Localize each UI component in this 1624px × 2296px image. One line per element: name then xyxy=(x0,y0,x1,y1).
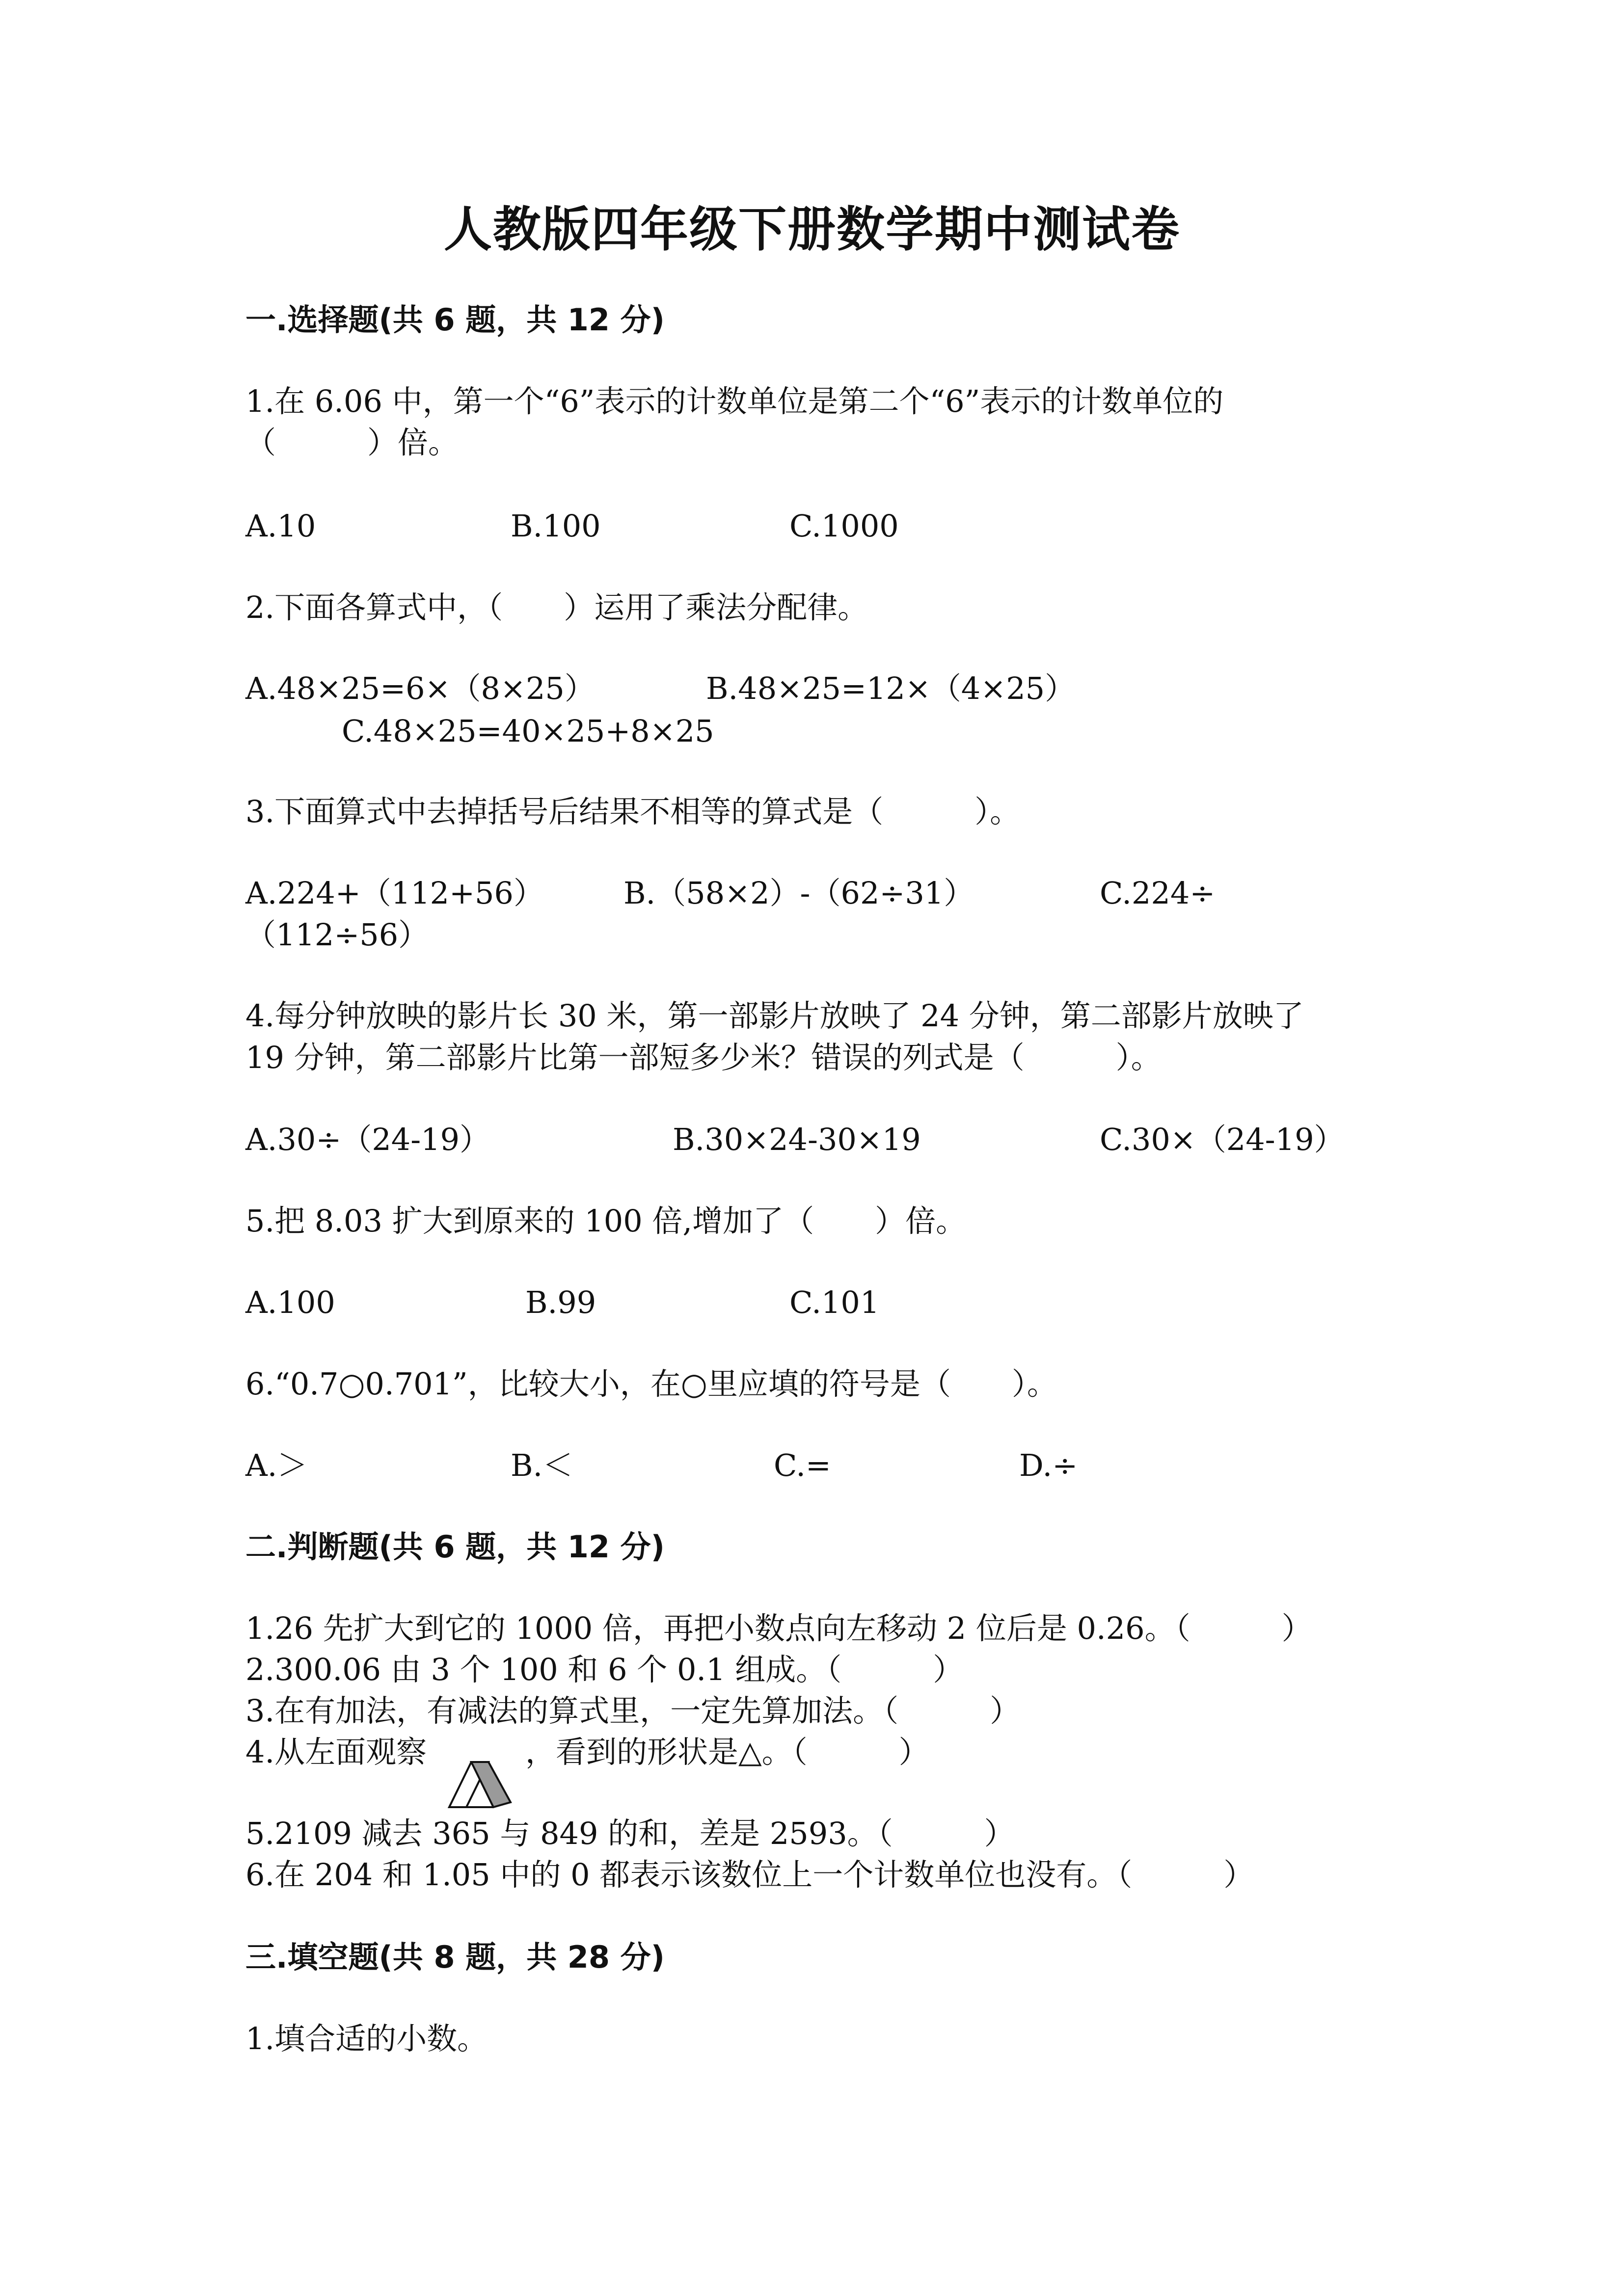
question-5-option-a[interactable]: A.100 xyxy=(245,1284,335,1320)
judge-item-4-lead: 4.从左面观察 xyxy=(245,1734,427,1770)
question-5-option-b[interactable]: B.99 xyxy=(525,1284,596,1320)
question-3-option-c-continued: （112÷56） xyxy=(245,917,429,953)
question-4-line-2: 19 分钟，第二部影片比第一部短多少米？错误的列式是（ ）。 xyxy=(245,1040,1162,1075)
question-3-option-a[interactable]: A.224+（112+56） xyxy=(245,875,544,911)
question-4-option-a[interactable]: A.30÷（24-19） xyxy=(245,1121,490,1157)
question-4-option-c[interactable]: C.30×（24-19） xyxy=(1100,1121,1345,1157)
question-6-option-c[interactable]: C.= xyxy=(774,1447,831,1483)
judge-item-5: 5.2109 减去 365 与 849 的和，差是 2593。（ ） xyxy=(245,1815,1015,1851)
section-heading-true-false: 二.判断题(共 6 题，共 12 分) xyxy=(245,1529,665,1565)
question-1-option-c[interactable]: C.1000 xyxy=(789,508,899,544)
section-heading-choice: 一.选择题(共 6 题，共 12 分) xyxy=(245,302,665,338)
question-6-option-d[interactable]: D.÷ xyxy=(1019,1447,1078,1483)
fill-question-1: 1.填合适的小数。 xyxy=(245,2021,488,2056)
question-4-option-b[interactable]: B.30×24-30×19 xyxy=(673,1121,921,1157)
prism-figure-icon xyxy=(444,1753,523,1817)
question-2-option-a[interactable]: A.48×25=6×（8×25） xyxy=(245,670,595,706)
judge-item-3: 3.在有加法，有减法的算式里，一定先算加法。（ ） xyxy=(245,1693,1021,1729)
question-3-line-1: 3.下面算式中去掉括号后结果不相等的算式是（ ）。 xyxy=(245,794,1021,829)
question-6-option-a[interactable]: A.＞ xyxy=(245,1447,308,1483)
question-2-option-c[interactable]: C.48×25=40×25+8×25 xyxy=(342,713,714,749)
question-1-option-a[interactable]: A.10 xyxy=(245,508,316,544)
question-6-line-1: 6.“0.7○0.701”，比较大小，在○里应填的符号是（ ）。 xyxy=(245,1366,1057,1402)
question-3-option-b[interactable]: B.（58×2）-（62÷31） xyxy=(623,875,974,911)
question-6-option-b[interactable]: B.＜ xyxy=(511,1447,573,1483)
question-5-option-c[interactable]: C.101 xyxy=(789,1284,880,1320)
judge-item-4-tail: ，看到的形状是△。（ ） xyxy=(525,1734,929,1770)
page-title: 人教版四年级下册数学期中测试卷 xyxy=(443,201,1180,258)
question-2-option-b[interactable]: B.48×25=12×（4×25） xyxy=(706,670,1076,706)
section-heading-fill-blank: 三.填空题(共 8 题，共 28 分) xyxy=(245,1939,665,1975)
question-1-option-b[interactable]: B.100 xyxy=(511,508,601,544)
judge-item-6: 6.在 204 和 1.05 中的 0 都表示该数位上一个计数单位也没有。（ ） xyxy=(245,1857,1254,1893)
question-4-line-1: 4.每分钟放映的影片长 30 米，第一部影片放映了 24 分钟，第二部影片放映了 xyxy=(245,998,1304,1034)
judge-item-2: 2.300.06 由 3 个 100 和 6 个 0.1 组成。（ ） xyxy=(245,1652,964,1687)
question-5-line-1: 5.把 8.03 扩大到原来的 100 倍,增加了（ ）倍。 xyxy=(245,1203,967,1239)
question-1-line-2: （ ）倍。 xyxy=(245,425,459,460)
question-1-line-1: 1.在 6.06 中，第一个“6”表示的计数单位是第二个“6”表示的计数单位的 xyxy=(245,383,1224,419)
question-2-line-1: 2.下面各算式中，（ ）运用了乘法分配律。 xyxy=(245,589,868,625)
question-3-option-c[interactable]: C.224÷ xyxy=(1100,875,1216,911)
judge-item-1: 1.26 先扩大到它的 1000 倍，再把小数点向左移动 2 位后是 0.26。（ ） xyxy=(245,1610,1312,1646)
